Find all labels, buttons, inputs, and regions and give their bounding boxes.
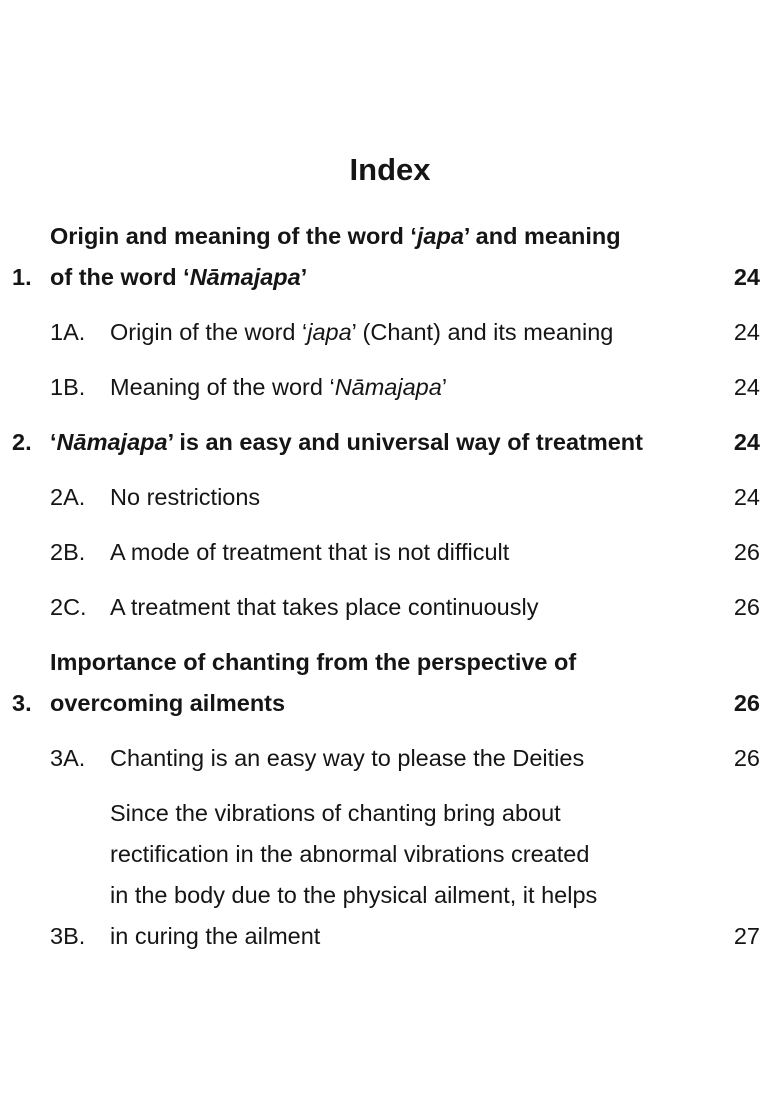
italic-term: Nāmajapa [56,429,168,455]
entry-title [50,422,700,463]
title-text: ’ is an easy and universal way of treatment [167,429,643,455]
title-text: Meaning of the word ‘ [110,374,335,400]
entry-title [50,216,700,298]
entry-title [110,312,700,353]
index-subsection-entry [0,477,780,518]
entry-title-line [110,477,700,518]
title-text: Chanting is an easy way to please the Deities [110,745,585,771]
index-subsection-entry [0,587,780,628]
page-number: 24 [733,264,760,290]
title-text: No restrictions [110,484,261,510]
page-number: 24 [733,484,760,510]
title-text: ’ (Chant) and its meaning [351,319,614,345]
entry-title-line [110,793,700,834]
title-text: overcoming ailments [50,690,286,716]
index-section-entry [0,216,780,298]
entry-title [50,642,700,724]
title-text: ’ [441,374,448,400]
entry-title-line [50,683,700,724]
index-section-entry [0,642,780,724]
entry-title [110,587,700,628]
page-number: 26 [733,690,760,716]
page-number: 26 [733,539,760,565]
index-subsection-entry [0,738,780,779]
index-subsection-entry [0,793,780,957]
entry-title-line [110,834,700,875]
entry-title-line [110,738,700,779]
entry-number: 2. [12,429,32,455]
italic-term: japa [416,223,464,249]
page-number: 24 [733,429,760,455]
entry-title [110,367,700,408]
title-text: Origin of the word ‘ [110,319,308,345]
entry-title [110,477,700,518]
title-text: A mode of treatment that is not difficult [110,539,510,565]
page-number: 27 [733,923,760,949]
entry-number: 3A. [50,745,86,771]
title-text: in the body due to the physical ailment, it helps [110,882,598,908]
entry-title [110,738,700,779]
page-title: Index [349,152,431,187]
title-text: Importance of chanting from the perspective of [50,649,577,675]
title-text: Since the vibrations of chanting bring about [110,800,561,826]
entry-number: 1A. [50,319,86,345]
entry-number: 1. [12,264,32,290]
italic-term: japa [307,319,352,345]
italic-term: Nāmajapa [334,374,442,400]
entry-number: 2B. [50,539,86,565]
index-subsection-entry [0,367,780,408]
title-text: Origin and meaning of the word ‘ [50,223,417,249]
entry-number: 2C. [50,594,87,620]
entry-title [110,532,700,573]
index-subsection-entry [0,312,780,353]
page-number: 24 [733,319,760,345]
title-text: of the word ‘ [50,264,190,290]
entry-title-line [50,642,700,683]
title-text: ’ [300,264,308,290]
entry-title-line [110,367,700,408]
entry-title-line [50,216,700,257]
entry-title-line [110,916,700,957]
italic-term: Nāmajapa [189,264,301,290]
page-number: 26 [733,594,760,620]
entry-title [110,793,700,957]
title-text: A treatment that takes place continuously [110,594,539,620]
entry-title-line [110,587,700,628]
page-number: 24 [733,374,760,400]
index-subsection-entry [0,532,780,573]
entry-number: 1B. [50,374,86,400]
entry-number: 3B. [50,923,86,949]
entry-title-line [50,257,700,298]
title-text: ’ and meaning [463,223,621,249]
entry-title-line [110,532,700,573]
entry-title-line [110,875,700,916]
title-text: ‘ [50,429,57,455]
entry-title-line [50,422,700,463]
entry-number: 2A. [50,484,86,510]
title-text: in curing the ailment [110,923,321,949]
entry-title-line [110,312,700,353]
title-text: rectification in the abnormal vibrations created [110,841,590,867]
index-section-entry [0,422,780,463]
entry-number: 3. [12,690,32,716]
index-list [0,216,780,971]
page-number: 26 [733,745,760,771]
